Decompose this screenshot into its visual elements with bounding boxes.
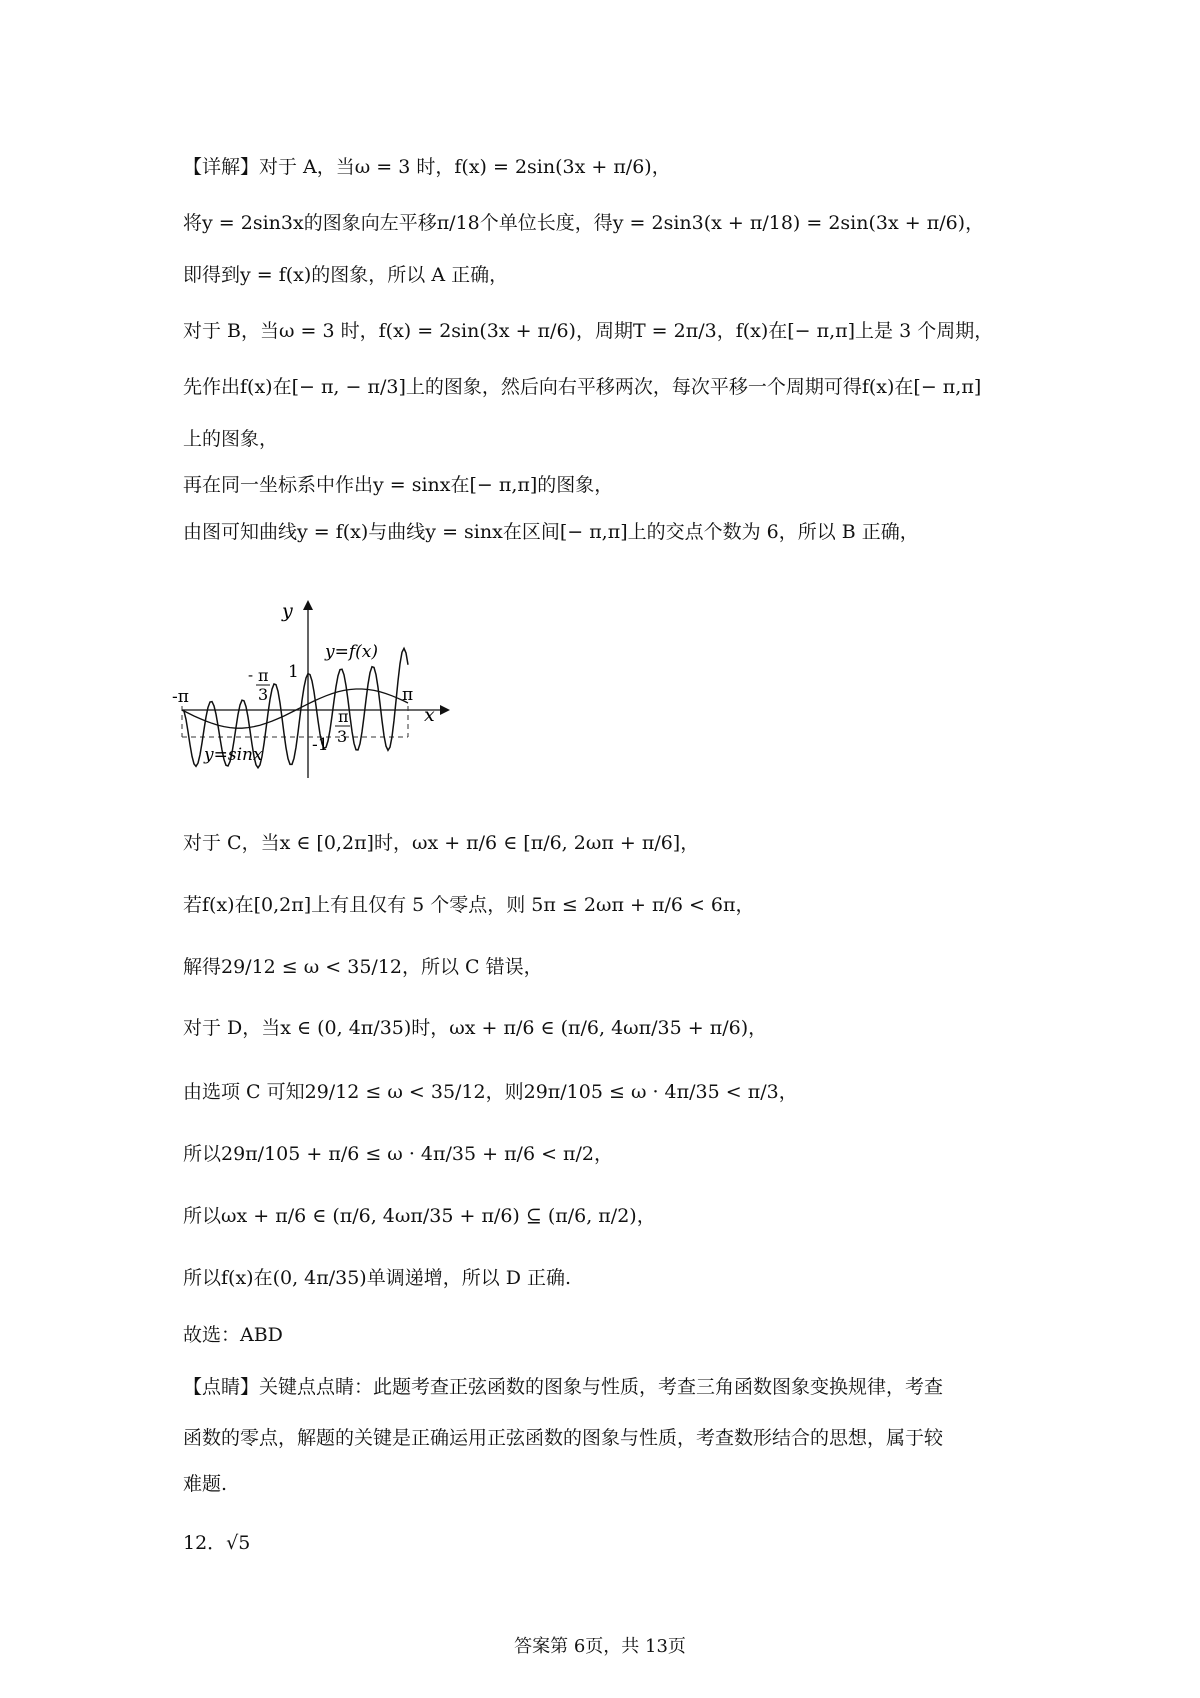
- line-18: 【点睛】关键点点睛：此题考查正弦函数的图象与性质，考查三角函数图象变换规律，考查: [183, 1376, 944, 1398]
- line-8: 由图可知曲线y = f(x)与曲线y = sinx在区间[− π,π]上的交点个数为 6，所以 B 正确，: [183, 521, 919, 543]
- label-neg-pi: -π: [172, 687, 189, 707]
- label-pi3-num: π: [338, 707, 349, 726]
- x-axis-arrow: [440, 705, 450, 715]
- line-19: 函数的零点，解题的关键是正确运用正弦函数的图象与性质，考查数形结合的思想，属于较: [183, 1427, 944, 1449]
- line-10: 若f(x)在[0,2π]上有且仅有 5 个零点，则 5π ≤ 2ωπ + π/6 < 6π，: [183, 894, 755, 916]
- graph-svg: [172, 598, 488, 783]
- label-neg-pi3-num: π: [258, 666, 269, 685]
- line-11: 解得29/12 ≤ ω < 35/12，所以 C 错误，: [183, 956, 543, 978]
- graph-figure: [172, 598, 488, 787]
- line-16: 所以f(x)在(0, 4π/35)单调递增，所以 D 正确.: [183, 1267, 572, 1289]
- y-axis-arrow: [303, 600, 313, 610]
- curve-sin: [182, 689, 408, 728]
- line-6: 上的图象，: [183, 428, 279, 450]
- line-1: 【详解】对于 A，当ω = 3 时，f(x) = 2sin(3x + π/6)，: [183, 156, 671, 178]
- y-axis-label: y: [282, 600, 293, 622]
- label-pi: π: [402, 685, 414, 705]
- page-footer: 答案第 6页，共 13页: [514, 1636, 686, 1657]
- x-axis-label: x: [424, 704, 435, 726]
- line-15: 所以ωx + π/6 ∈ (π/6, 4ωπ/35 + π/6) ⊆ (π/6, π/2)，: [183, 1205, 656, 1227]
- label-sin-curve: y=sinx: [204, 745, 263, 765]
- line-14: 所以29π/105 + π/6 ≤ ω · 4π/35 + π/6 < π/2，: [183, 1143, 614, 1165]
- line-12: 对于 D，当x ∈ (0, 4π/35)时，ωx + π/6 ∈ (π/6, 4ωπ/35 + π/6)，: [183, 1017, 768, 1039]
- line-4: 对于 B，当ω = 3 时，f(x) = 2sin(3x + π/6)，周期T = 2π/3，f(x)在[− π,π]上是 3 个周期，: [183, 320, 994, 342]
- line-17: 故选：ABD: [183, 1324, 283, 1346]
- line-13: 由选项 C 可知29/12 ≤ ω < 35/12，则29π/105 ≤ ω · 4π/35 < π/3，: [183, 1081, 798, 1103]
- line-7: 再在同一坐标系中作出y = sinx在[− π,π]的图象，: [183, 474, 614, 496]
- label-neg-sign: -: [248, 666, 254, 684]
- label-neg-pi3-den: 3: [258, 685, 269, 704]
- line-21: 12．√5: [183, 1532, 251, 1554]
- line-9: 对于 C，当x ∈ [0,2π]时，ωx + π/6 ∈ [π/6, 2ωπ + π/6]，: [183, 832, 700, 854]
- label-neg-one: -1: [312, 735, 329, 755]
- line-3: 即得到y = f(x)的图象，所以 A 正确，: [183, 264, 509, 286]
- label-f-curve: y=f(x): [325, 642, 378, 662]
- line-2: 将y = 2sin3x的图象向左平移π/18个单位长度，得y = 2sin3(x + π/18) = 2sin(3x + π/6)，: [183, 212, 985, 234]
- label-pi3-den: 3: [337, 727, 348, 746]
- line-5: 先作出f(x)在[− π, − π/3]上的图象，然后向右平移两次，每次平移一个周期可得f(x)在[− π,π]: [183, 376, 982, 398]
- line-20: 难题.: [183, 1473, 228, 1495]
- label-one: 1: [288, 662, 299, 682]
